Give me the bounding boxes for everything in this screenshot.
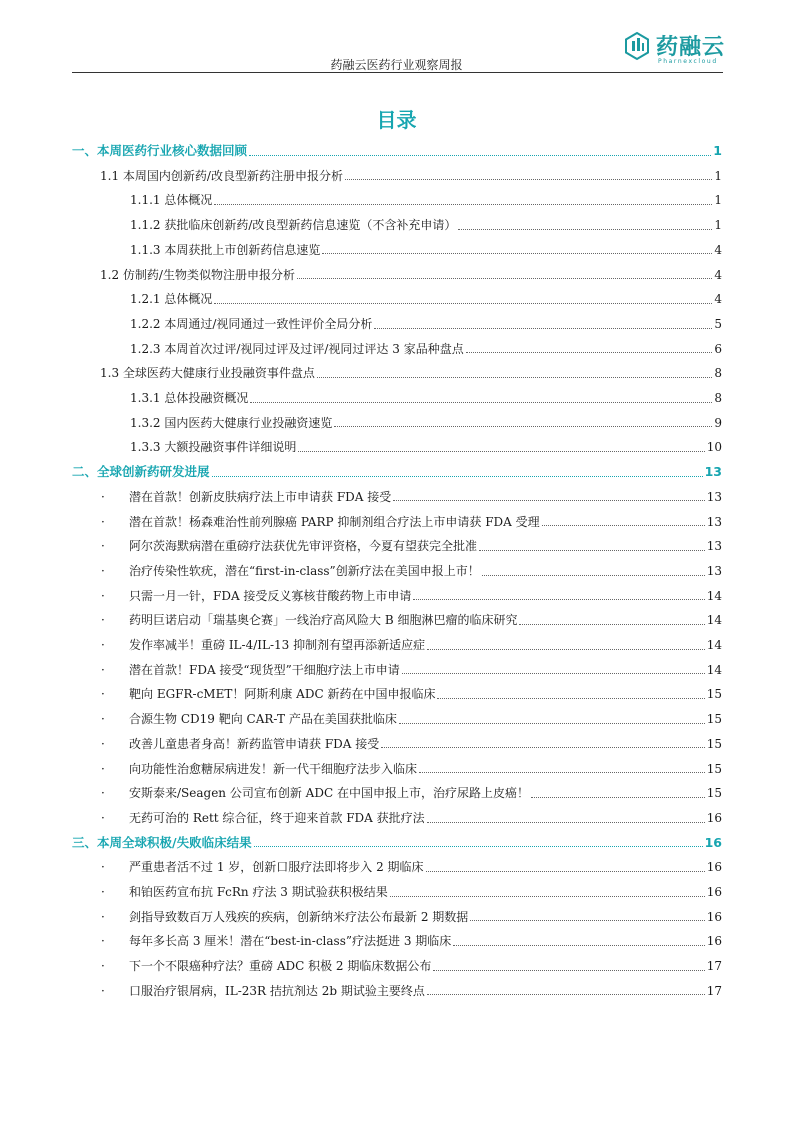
toc-entry[interactable] [72, 460, 722, 485]
dot-leader [381, 746, 704, 748]
toc-entry-page: 16 [706, 860, 722, 875]
bullet-icon: · [101, 934, 105, 949]
bullet-icon: · [101, 662, 105, 677]
dot-leader [345, 178, 712, 180]
toc-entry[interactable] [100, 905, 722, 930]
toc-entry[interactable] [100, 633, 722, 658]
dot-leader [427, 821, 705, 823]
toc-entry[interactable] [100, 361, 722, 386]
toc-entry-page: 13 [706, 489, 722, 504]
toc-entry-label: 严重患者活不过 1 岁，创新口服疗法即将步入 2 期临床 [129, 860, 424, 875]
dot-leader [427, 648, 705, 650]
toc-entry-page: 1 [713, 143, 722, 158]
toc-entry-label: 和铂医药宣布抗 FcRn 疗法 3 期试验获积极结果 [129, 885, 388, 899]
dot-leader [419, 771, 705, 773]
dot-leader [437, 697, 704, 699]
bullet-icon: · [101, 638, 105, 652]
dot-leader [479, 549, 705, 551]
dot-leader [214, 302, 712, 304]
toc-entry-page: 4 [714, 267, 722, 282]
toc-entry-label: 每年多长高 3 厘米！潜在“best-in-class”疗法挺进 3 期临床 [129, 934, 452, 949]
toc-entry-page: 5 [714, 316, 722, 331]
toc-entry-page: 6 [714, 341, 722, 356]
bullet-icon: · [101, 489, 105, 504]
bullet-icon: · [101, 786, 105, 801]
bullet-icon: · [101, 539, 105, 554]
bullet-icon: · [101, 613, 105, 628]
toc-entry-page: 15 [706, 736, 722, 751]
toc-entry-label: 1.1.1 总体概况 [130, 193, 213, 208]
toc-entry[interactable] [100, 608, 722, 633]
toc-entry[interactable] [100, 781, 722, 806]
toc-title: 目录 [376, 108, 417, 132]
toc-entry[interactable] [100, 559, 722, 584]
toc-entry-label: 1.2.3 本周首次过评/视同过评及过评/视同过评达 3 家品种盘点 [130, 341, 464, 356]
toc-entry[interactable] [130, 238, 722, 263]
toc-entry[interactable] [100, 979, 722, 1004]
dot-leader [298, 450, 704, 452]
toc-entry-page: 13 [704, 464, 722, 480]
toc-entry[interactable] [130, 188, 722, 213]
toc-entry-page: 1 [714, 168, 722, 183]
toc-entry-label: 改善儿童患者身高！新药监管申请获 FDA 接受 [129, 736, 380, 751]
dot-leader [413, 598, 704, 600]
dot-leader [453, 944, 704, 946]
toc-entry-label: 只需一月一针，FDA 接受反义寡核苷酸药物上市申请 [129, 588, 412, 603]
toc-entry[interactable] [100, 263, 722, 288]
toc-entry-page: 1 [714, 218, 722, 233]
toc-entry-label: 无药可治的 Rett 综合征，终于迎来首款 FDA 获批疗法 [129, 810, 425, 825]
toc-entry-page: 17 [706, 959, 722, 974]
bullet-icon: · [101, 909, 105, 924]
toc-entry[interactable] [100, 855, 722, 880]
toc-entry-label: 1.3.3 大额投融资事件详细说明 [130, 440, 297, 455]
toc-entry[interactable] [100, 757, 722, 782]
toc-entry-label: 1.1 本周国内创新药/改良型新药注册申报分析 [100, 168, 343, 183]
toc-entry-label: 1.3 全球医药大健康行业投融资事件盘点 [100, 366, 315, 381]
toc-entry-label: 潜在首款！FDA 接受“现货型”干细胞疗法上市申请 [129, 662, 400, 677]
bullet-icon: · [101, 736, 105, 751]
toc-entry-page: 15 [706, 761, 722, 776]
toc-entry[interactable] [100, 707, 722, 732]
toc-entry-page: 4 [714, 242, 722, 257]
bullet-icon: · [101, 563, 105, 578]
dot-leader [317, 376, 712, 378]
toc-entry[interactable] [130, 386, 722, 411]
toc-entry-page: 16 [704, 834, 722, 850]
toc-entry-page: 16 [706, 934, 722, 949]
dot-leader [212, 475, 703, 477]
toc-entry[interactable] [100, 584, 722, 609]
toc-entry-page: 10 [706, 440, 722, 455]
dot-leader [433, 969, 704, 971]
toc-entry-label: 1.3.2 国内医药大健康行业投融资速览 [130, 415, 333, 430]
dot-leader [374, 327, 712, 329]
toc-entry-page: 8 [714, 391, 722, 405]
toc-entry-label: 安斯泰来/Seagen 公司宣布创新 ADC 在中国申报上市，治疗尿路上皮癌！ [129, 786, 529, 801]
dot-leader [458, 228, 712, 230]
toc-entry-page: 13 [706, 563, 722, 578]
toc-entry-label: 药明巨诺启动「瑞基奥仑赛」一线治疗高风险大 B 细胞淋巴瘤的临床研究 [129, 613, 518, 628]
dot-leader [402, 672, 705, 674]
toc-entry-page: 13 [706, 514, 722, 529]
bullet-icon: · [101, 959, 105, 974]
toc-entry[interactable] [130, 213, 722, 238]
dot-leader [390, 895, 705, 897]
dot-leader [254, 845, 703, 847]
toc-entry-label: 潜在首款！创新皮肤病疗法上市申请获 FDA 接受 [129, 489, 392, 504]
toc-entry-label: 治疗传染性软疣，潜在“first-in-class”创新疗法在美国申报上市！ [129, 563, 480, 578]
toc-entry-page: 8 [714, 366, 722, 381]
dot-leader [393, 499, 704, 501]
toc-entry-label: 二、全球创新药研发进展 [72, 464, 210, 480]
toc-entry-page: 14 [706, 613, 722, 628]
dot-leader [334, 425, 712, 427]
toc-entry[interactable] [100, 880, 722, 905]
bullet-icon: · [101, 885, 105, 899]
toc-entry-label: 下一个不限癌种疗法？重磅 ADC 积极 2 期临床数据公布 [129, 959, 432, 974]
toc-entry[interactable] [100, 510, 722, 535]
dot-leader [426, 870, 705, 872]
toc-entry-label: 口服治疗银屑病，IL-23R 拮抗剂达 2b 期试验主要终点 [129, 983, 425, 998]
toc-entry-page: 15 [706, 687, 722, 702]
toc-entry-label: 剑指导致数百万人残疾的疾病，创新纳米疗法公布最新 2 期数据 [129, 909, 469, 924]
dot-leader [531, 796, 705, 798]
toc-entry-label: 1.1.2 获批临床创新药/改良型新药信息速览（不含补充申请） [130, 218, 457, 233]
toc-entry[interactable] [130, 287, 722, 312]
dot-leader [214, 203, 712, 205]
toc-entry-label: 发作率减半！重磅 IL-4/IL-13 抑制剂有望再添新适应症 [129, 638, 426, 652]
toc-entry[interactable] [100, 534, 722, 559]
toc-entry[interactable] [72, 139, 722, 164]
toc-entry-label: 合源生物 CD19 靶向 CAR-T 产品在美国获批临床 [129, 712, 397, 727]
header-divider [72, 72, 723, 73]
toc-entry-label: 1.3.1 总体投融资概况 [130, 391, 249, 405]
toc-entry-page: 14 [706, 638, 722, 652]
bullet-icon: · [101, 712, 105, 727]
toc-entry[interactable] [100, 682, 722, 707]
toc-entry[interactable] [100, 732, 722, 757]
toc-entry-page: 4 [714, 292, 722, 307]
dot-leader [322, 252, 712, 254]
toc-entry-page: 17 [706, 983, 722, 998]
bullet-icon: · [101, 983, 105, 998]
bullet-icon: · [101, 687, 105, 702]
dot-leader [297, 277, 712, 279]
toc-entry[interactable] [100, 485, 722, 510]
toc-entry-label: 靶向 EGFR-cMET！阿斯利康 ADC 新药在中国申报临床 [129, 687, 436, 702]
dot-leader [250, 401, 712, 403]
toc-entry-label: 1.2.1 总体概况 [130, 292, 213, 307]
toc-entry[interactable] [130, 435, 722, 460]
toc-entry-page: 16 [706, 909, 722, 924]
dot-leader [466, 351, 713, 353]
dot-leader [427, 993, 705, 995]
bullet-icon: · [101, 810, 105, 825]
toc-entry-label: 三、本周全球积极/失败临床结果 [72, 834, 252, 850]
logo-subtitle: Pharnexcloud [658, 58, 718, 65]
report-header-title: 药融云医药行业观察周报 [330, 58, 463, 72]
toc-entry[interactable] [100, 929, 722, 954]
toc-entry[interactable] [130, 337, 722, 362]
dot-leader [399, 722, 705, 724]
logo-name: 药融云 [656, 35, 726, 60]
toc-entry-page: 14 [706, 662, 722, 677]
toc-entry[interactable] [72, 831, 722, 856]
toc-entry-page: 15 [706, 786, 722, 801]
toc-entry-label: 一、本周医药行业核心数据回顾 [72, 143, 248, 158]
toc-entry-page: 1 [714, 193, 722, 208]
toc-entry-page: 16 [706, 810, 722, 825]
bullet-icon: · [101, 860, 105, 875]
toc-entry-page: 14 [706, 588, 722, 603]
toc-entry-page: 15 [706, 712, 722, 727]
bullet-icon: · [101, 588, 105, 603]
toc-entry-page: 16 [706, 885, 722, 899]
toc-entry[interactable] [130, 411, 722, 436]
dot-leader [249, 154, 711, 156]
dot-leader [470, 919, 704, 921]
toc-entry-label: 向功能性治愈糖尿病进发！新一代干细胞疗法步入临床 [129, 761, 418, 776]
toc-entry[interactable] [100, 954, 722, 979]
toc-entry[interactable] [100, 806, 722, 831]
toc-entry[interactable] [130, 312, 722, 337]
toc-entry-page: 13 [706, 539, 722, 554]
toc-entry[interactable] [100, 658, 722, 683]
toc-entry-label: 1.2 仿制药/生物类似物注册申报分析 [100, 267, 295, 282]
toc-entry-label: 1.2.2 本周通过/视同通过一致性评价全局分析 [130, 316, 373, 331]
dot-leader [482, 574, 705, 576]
bullet-icon: · [101, 761, 105, 776]
toc-entry-label: 阿尔茨海默病潜在重磅疗法获优先审评资格，今夏有望获完全批准 [129, 539, 478, 554]
dot-leader [542, 524, 705, 526]
dot-leader [519, 623, 704, 625]
toc-entry[interactable] [100, 164, 722, 189]
bullet-icon: · [101, 514, 105, 529]
toc-entry-page: 9 [714, 415, 722, 430]
toc-entry-label: 潜在首款！杨森难治性前列腺癌 PARP 抑制剂组合疗法上市申请获 FDA 受理 [129, 514, 540, 529]
toc-entry-label: 1.1.3 本周获批上市创新药信息速览 [130, 242, 321, 257]
